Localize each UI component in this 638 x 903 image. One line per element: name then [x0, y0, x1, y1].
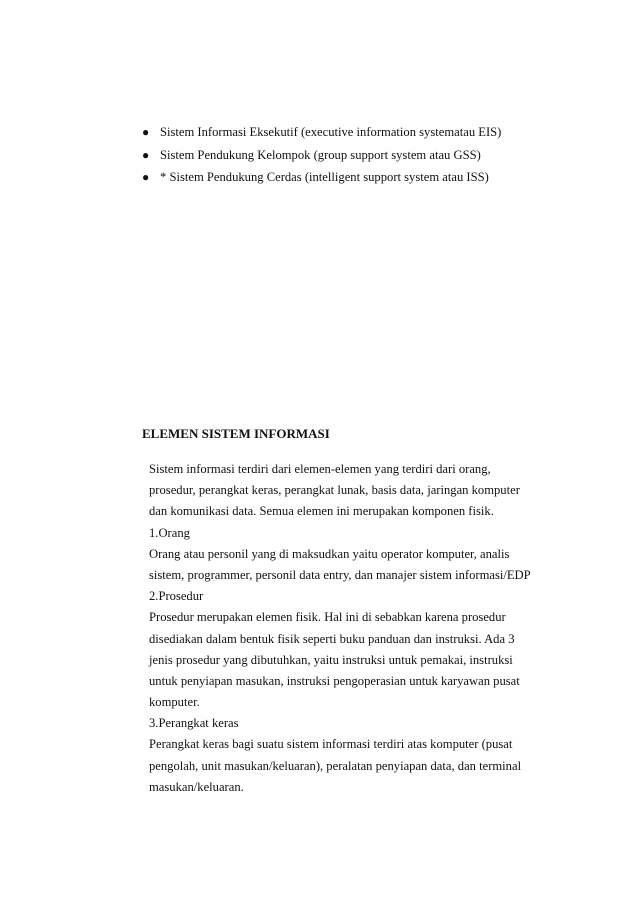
bullet-text: * Sistem Pendukung Cerdas (intelligent support system atau ISS) — [160, 170, 489, 184]
section-heading: ELEMEN SISTEM INFORMASI — [142, 426, 330, 441]
text-line: komputer. — [149, 695, 200, 710]
text-line: disediakan dalam bentuk fisik seperti buku panduan dan instruksi. Ada 3 — [149, 631, 515, 646]
bullet-text: Sistem Informasi Eksekutif (executive information systematau EIS) — [160, 125, 502, 139]
text-line: untuk penyiapan masukan, instruksi pengoperasian untuk karyawan pusat — [149, 673, 520, 688]
bullet-dot-icon: ● — [142, 125, 150, 139]
text-line: jenis prosedur yang dibutuhkan, yaitu instruksi untuk pemakai, instruksi — [149, 652, 513, 667]
bullet-dot-icon: ● — [142, 170, 150, 184]
subheading-orang: 1.Orang — [149, 525, 190, 540]
text-line: pengolah, unit masukan/keluaran), peralatan penyiapan data, dan terminal — [149, 758, 522, 773]
subheading-perangkat-keras: 3.Perangkat keras — [149, 716, 239, 731]
text-line: Orang atau personil yang di maksudkan yaitu operator komputer, analis — [149, 546, 510, 561]
bullet-text: Sistem Pendukung Kelompok (group support system atau GSS) — [160, 147, 481, 162]
bullet-dot-icon: ● — [142, 147, 150, 162]
subheading-prosedur: 2.Prosedur — [149, 589, 204, 604]
text-line: sistem, programmer, personil data entry, dan manajer sistem informasi/EDP — [149, 567, 531, 582]
text-line: Sistem informasi terdiri dari elemen-elemen yang terdiri dari orang, — [149, 462, 491, 476]
text-line: masukan/keluaran. — [149, 779, 244, 794]
section-body — [149, 459, 531, 798]
text-line: dan komunikasi data. Semua elemen ini merupakan komponen fisik. — [149, 504, 494, 519]
text-line: Perangkat keras bagi suatu sistem informasi terdiri atas komputer (pusat — [149, 737, 513, 752]
text-line: prosedur, perangkat keras, perangkat lunak, basis data, jaringan komputer — [149, 483, 520, 498]
text-line: Prosedur merupakan elemen fisik. Hal ini di sebabkan karena prosedur — [149, 610, 506, 625]
